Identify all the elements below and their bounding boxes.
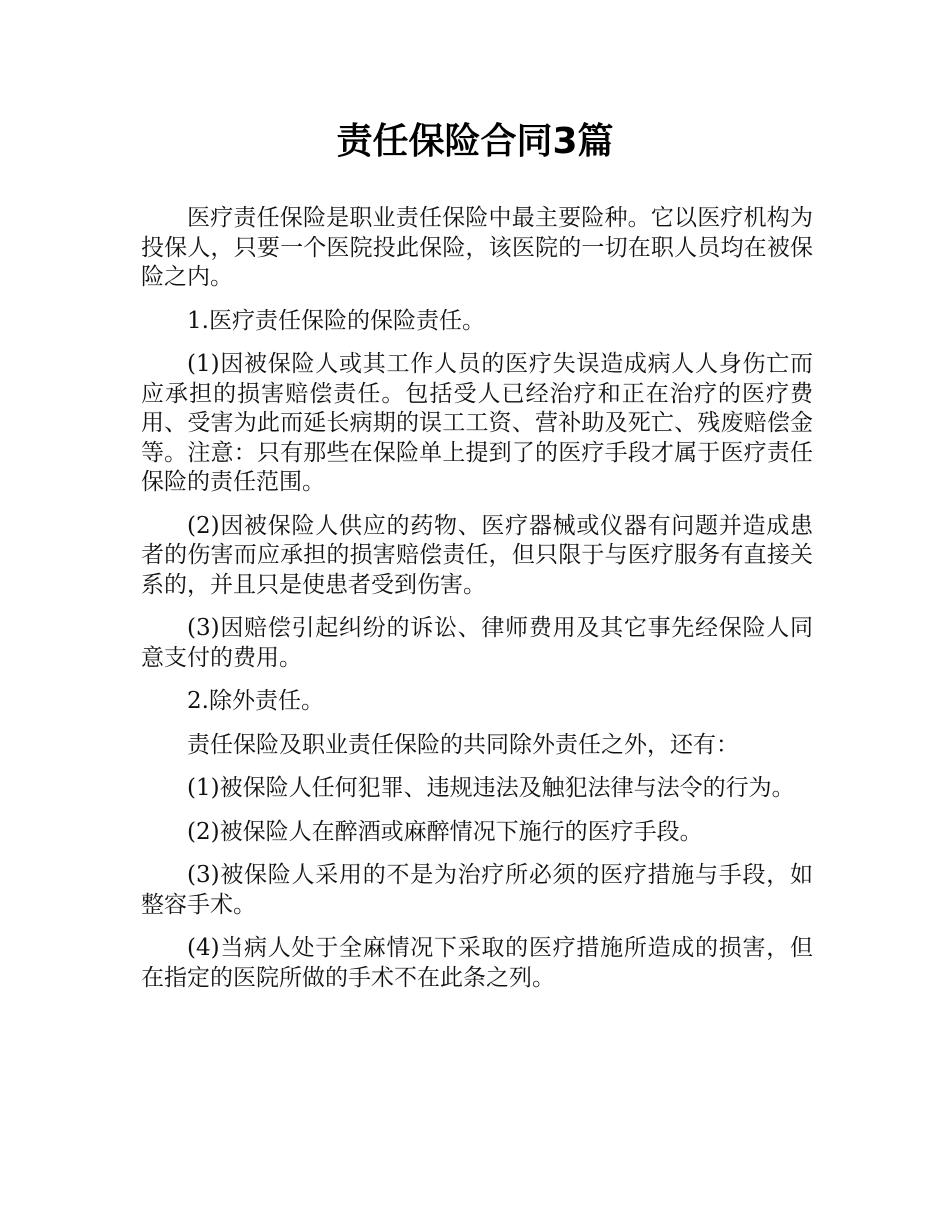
paragraph: (2)因被保险人供应的药物、医疗器械或仪器有问题并造成患者的伤害而应承担的损害赔偿责任，但只限于与医疗服务有直接关系的，并且只是使患者受到伤害。 [141,512,813,598]
paragraph: (3)被保险人采用的不是为治疗所必须的医疗措施与手段，如整容手术。 [141,862,813,918]
paragraph: 责任保险及职业责任保险的共同除外责任之外，还有： [187,731,739,758]
document-body [141,204,813,1007]
paragraph: (4)当病人处于全麻情况下采取的医疗措施所造成的损害，但在指定的医院所做的手术不在此条之列。 [141,935,813,991]
document-title: 责任保险合同3篇 [336,121,614,162]
paragraph: (1)因被保险人或其工作人员的医疗失误造成病人人身伤亡而应承担的损害赔偿责任。包括受人已经治疗和正在治疗的医疗费用、受害为此而延长病期的误工工资、营补助及死亡、残废赔偿金等。注意：只有那些在保险单上提到了的医疗手段才属于医疗责任保险的责任范围。 [141,351,813,495]
paragraph: (2)被保险人在醉酒或麻醉情况下施行的医疗手段。 [187,818,703,845]
paragraph: 医疗责任保险是职业责任保险中最主要险种。它以医疗机构为投保人，只要一个医院投此保险，该医院的一切在职人员均在被保险之内。 [141,205,813,290]
paragraph: (3)因赔偿引起纠纷的诉讼、律师费用及其它事先经保险人同意支付的费用。 [141,615,813,671]
paragraph: 1.医疗责任保险的保险责任。 [187,307,485,334]
paragraph: 2.除外责任。 [187,688,324,714]
paragraph: (1)被保险人任何犯罪、违规违法及触犯法律与法令的行为。 [187,775,795,801]
